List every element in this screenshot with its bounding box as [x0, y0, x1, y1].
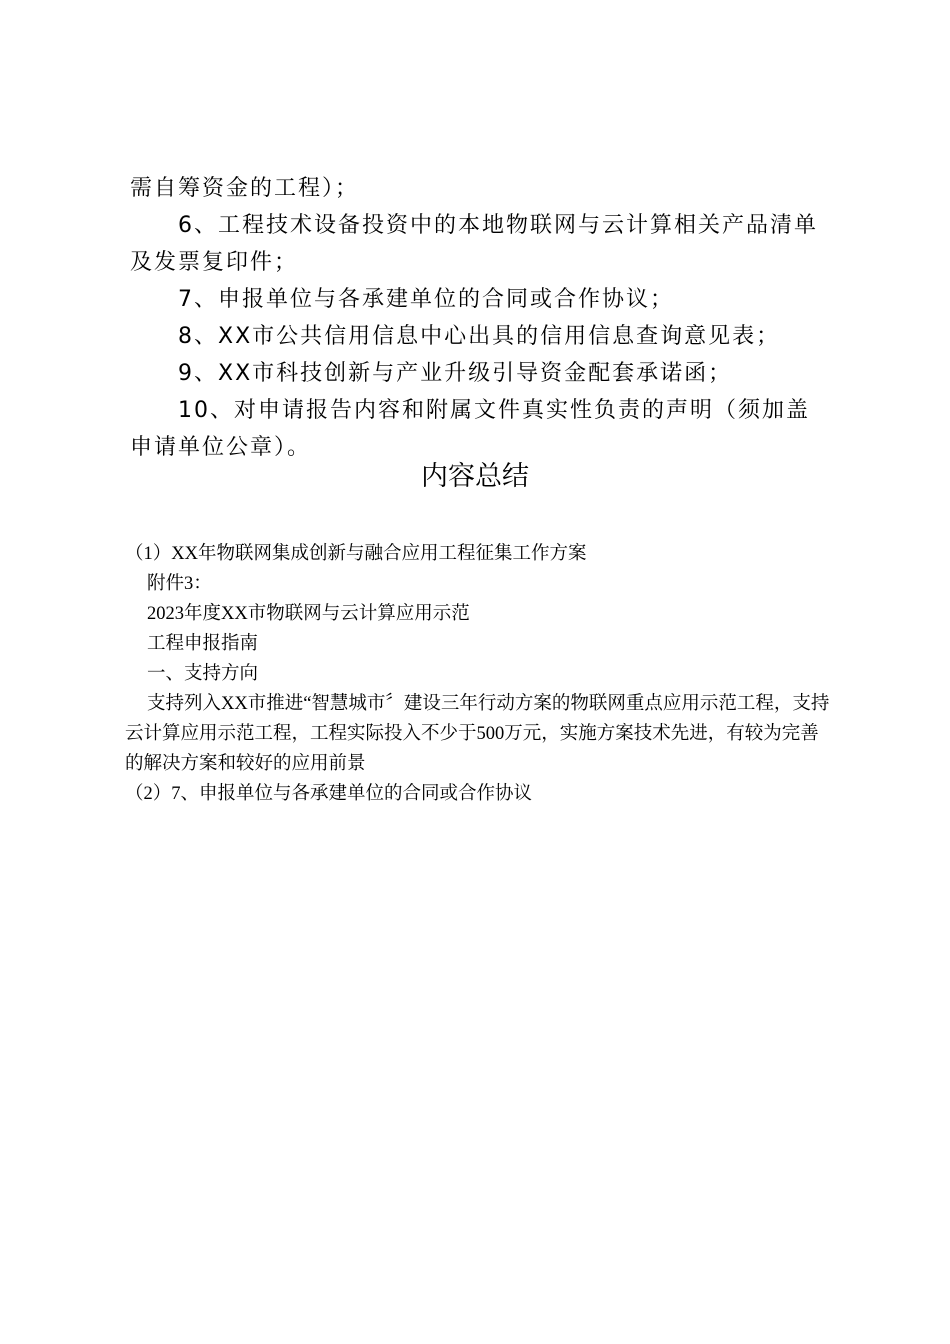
list-item-10: 10、对申请报告内容和附属文件真实性负责的声明（须加盖申请单位公章）。: [130, 398, 810, 460]
summary-body: [125, 539, 835, 809]
summary-line-7: （2）7、申报单位与各承建单位的合同或合作协议: [125, 784, 533, 804]
list-item-9: 9、XX市科技创新与产业升级引导资金配套承诺函；: [178, 361, 733, 386]
attachment-list: [130, 170, 830, 466]
summary-paragraph: 支持列入XX市推进“智慧城市〞建设三年行动方案的物联网重点应用示范工程，支持云计算应用示范工程，工程实际投入不少于500万元，实施方案技术先进，有较为完善的解决方案和较好的应用前景: [125, 694, 830, 774]
summary-line-3: 2023年度XX市物联网与云计算应用示范: [147, 604, 470, 624]
list-continuation: 需自筹资金的工程）；: [130, 176, 360, 201]
list-item-6: 6、工程技术设备投资中的本地物联网与云计算相关产品清单及发票复印件；: [130, 213, 818, 275]
summary-line-1: （1）XX年物联网集成创新与融合应用工程征集工作方案: [125, 544, 587, 564]
list-item-7: 7、申报单位与各承建单位的合同或合作协议；: [178, 287, 674, 312]
list-item-8: 8、XX市公共信用信息中心出具的信用信息查询意见表；: [178, 324, 781, 349]
summary-title: 内容总结: [421, 461, 529, 492]
summary-line-4: 工程申报指南: [147, 634, 259, 654]
summary-line-2: 附件3：: [147, 574, 212, 594]
summary-line-5: 一、支持方向: [147, 664, 259, 684]
